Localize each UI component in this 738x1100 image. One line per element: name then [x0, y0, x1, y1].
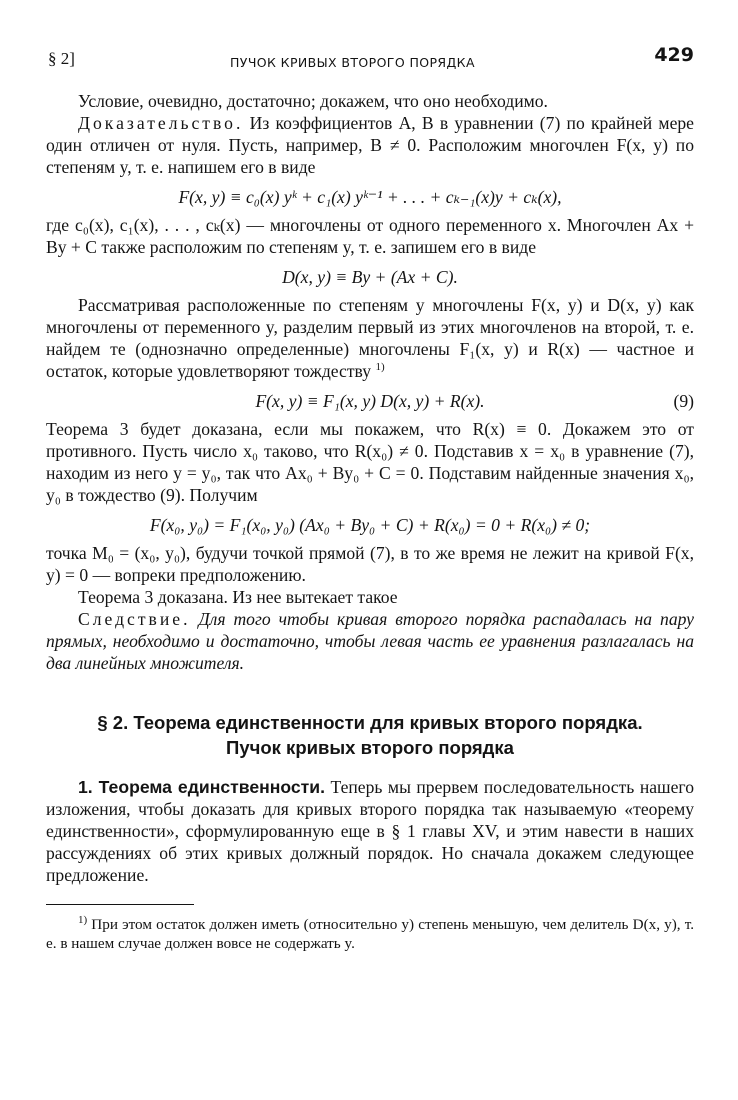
identity-formula: F(x, y) ≡ F₁(x, y) D(x, y) + R(x).	[255, 391, 485, 411]
paragraph-polynomials: где c₀(x), c₁(x), . . . , cₖ(x) — многочлены от одного переменного x. Многочлен Ax + By + C также расположим по степеням y, т. е. запишем его в виде	[46, 215, 694, 257]
division-text: Рассматривая расположенные по степеням y многочлены F(x, y) и D(x, y) как многочлены от переменного y, разделим первый из этих многочленов на второй, т. е. найдем те (однозначно определенные) многочлены F₁(x, y) и R(x) — частное и остаток, которые удовлетворяют тождеству	[46, 295, 694, 381]
equation-number: (9)	[673, 391, 694, 411]
header-section: § 2]	[48, 49, 75, 68]
subsection-heading: 1. Теорема единственности.	[78, 777, 325, 797]
page-number: 429	[654, 44, 694, 66]
paragraph-condition: Условие, очевидно, достаточно; докажем, что оно необходимо.	[78, 91, 548, 111]
section-title-line-1: § 2. Теорема единственности для кривых второго порядка.	[97, 712, 643, 733]
paragraph-contradiction: Теорема 3 будет доказана, если мы покажем, что R(x) ≡ 0. Докажем это от противного. Пусть число x₀ таково, что R(x₀) ≠ 0. Подставив x = x₀ в уравнение (7), находим из него y = y₀, так что Ax₀ + By₀ + C = 0. Подставим найденные значения x₀, y₀ в тождество (9). Получим	[46, 419, 694, 505]
header-title: ПУЧОК КРИВЫХ ВТОРОГО ПОРЯДКА	[230, 55, 475, 70]
formula-d: D(x, y) ≡ By + (Ax + C).	[282, 267, 458, 287]
footnote-mark: 1)	[78, 913, 88, 926]
paragraph-theorem-proved: Теорема 3 доказана. Из нее вытекает такое	[78, 587, 398, 607]
page	[46, 44, 694, 953]
paragraph-uniqueness	[46, 776, 694, 886]
formula-substitution: F(x₀, y₀) = F₁(x₀, y₀) (Ax₀ + By₀ + C) + R(x₀) = 0 + R(x₀) ≠ 0;	[149, 515, 591, 535]
formula-identity	[46, 390, 694, 412]
proof-label: Доказательство.	[78, 113, 244, 133]
footnote-text: При этом остаток должен иметь (относительно y) степень меньшую, чем делитель D(x, y), т. е. в нашем случае должен вовсе не содержать y.	[46, 916, 695, 952]
footnote-rule	[46, 904, 194, 905]
paragraph-division	[46, 294, 694, 382]
corollary-label: Следствие.	[78, 609, 191, 629]
running-header	[46, 44, 694, 70]
section-title	[46, 710, 694, 760]
paragraph-point: точка M₀ = (x₀, y₀), будучи точкой прямой (7), в то же время не лежит на кривой F(x, y) = 0 — вопреки предположению.	[46, 543, 694, 585]
uniqueness-text: Теперь мы прервем последовательность нашего изложения, чтобы доказать для кривых второго порядка так называемую «теорему единственности», сформулированную еще в § 1 главы XV, и этим навести в наших рассуждениях об этих кривых должный порядок. Но сначала докажем следующее предложение.	[46, 777, 694, 885]
footnote	[46, 915, 694, 953]
paragraph-corollary	[46, 608, 694, 674]
corollary-text: Для того чтобы кривая второго порядка распадалась на пару прямых, необходимо и достаточно, чтобы левая часть ее уравнения разлагалась на два линейных множителя.	[46, 609, 694, 673]
formula-f-expansion: F(x, y) ≡ c₀(x) yᵏ + c₁(x) yᵏ⁻¹ + . . . + cₖ₋₁(x)y + cₖ(x),	[178, 187, 562, 207]
footnote-ref: 1)	[375, 361, 385, 374]
proof-text: Из коэффициентов A, B в уравнении (7) по крайней мере один отличен от нуля. Пусть, например, B ≠ 0. Расположим многочлен F(x, y) по степеням y, т. е. напишем его в виде	[46, 113, 694, 177]
paragraph-proof	[46, 112, 694, 178]
section-title-line-2: Пучок кривых второго порядка	[226, 737, 514, 758]
